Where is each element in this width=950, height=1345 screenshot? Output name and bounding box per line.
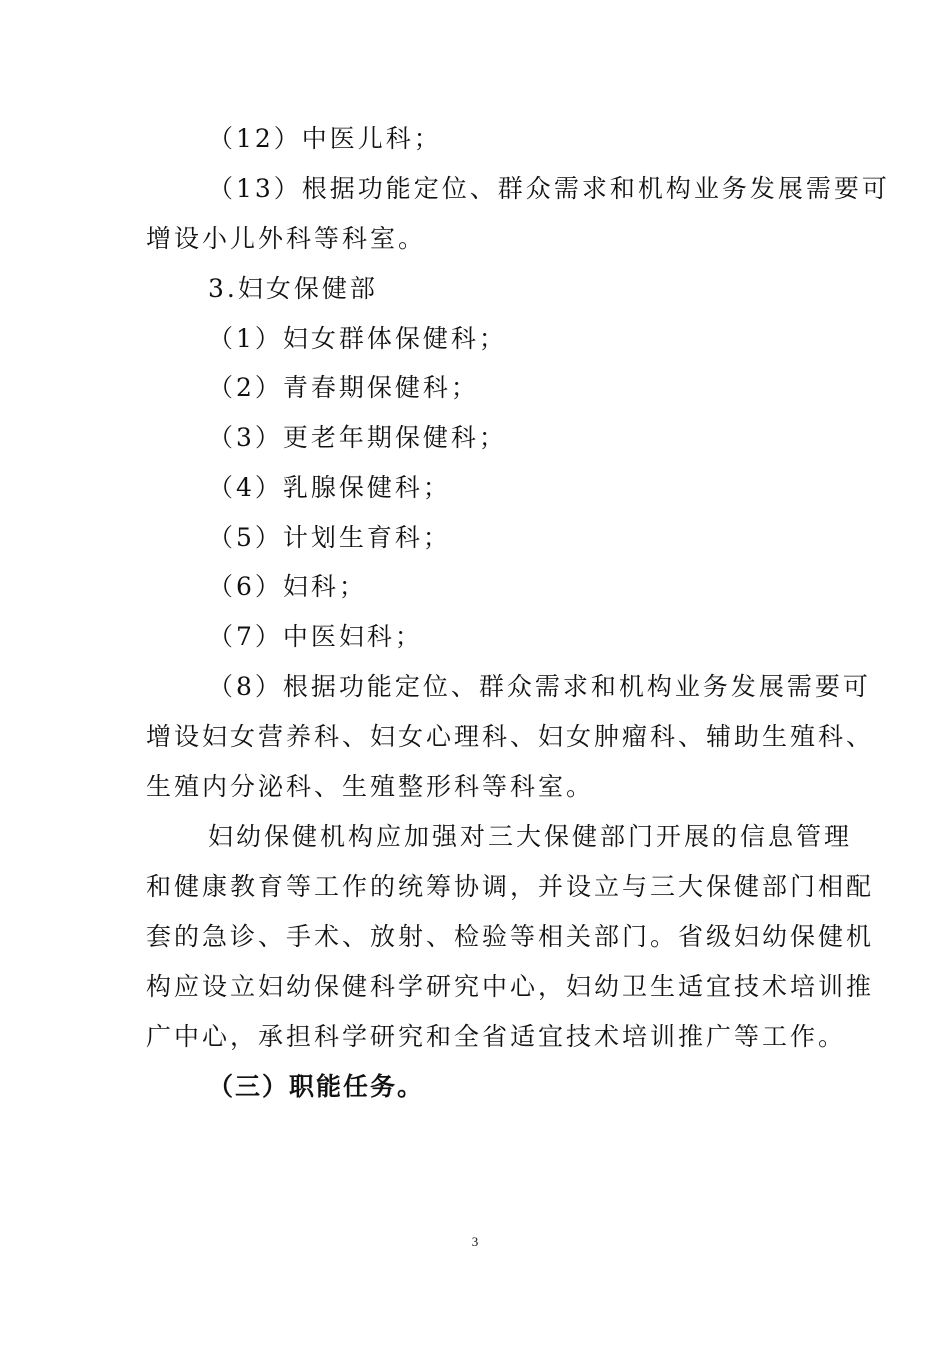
list-item-7: （7）中医妇科； (208, 622, 423, 651)
list-item-13-continuation: 增设小儿外科等科室。 (146, 224, 427, 253)
list-item-5: （5）计划生育科； (208, 523, 451, 552)
list-item-4: （4）乳腺保健科； (208, 473, 451, 502)
paragraph-line: 套的急诊、手术、放射、检验等相关部门。省级妇幼保健机 (146, 922, 875, 951)
paragraph-line: 和健康教育等工作的统筹协调，并设立与三大保健部门相配 (146, 872, 875, 901)
paragraph-line: 广中心，承担科学研究和全省适宜技术培训推广等工作。 (146, 1022, 847, 1051)
list-item-8: （8）根据功能定位、群众需求和机构业务发展需要可 (208, 672, 871, 701)
paragraph-line: 构应设立妇幼保健科学研究中心，妇幼卫生适宜技术培训推 (146, 972, 875, 1001)
section-heading: （三）职能任务。 (208, 1072, 425, 1101)
list-item-8-continuation: 增设妇女营养科、妇女心理科、妇女肿瘤科、辅助生殖科、 (146, 722, 875, 751)
list-item-12: （12）中医儿科； (208, 124, 442, 153)
page-number: 3 (471, 1234, 479, 1249)
list-item-2: （2）青春期保健科； (208, 373, 479, 402)
list-item-6: （6）妇科； (208, 572, 367, 601)
list-item-3: （3）更老年期保健科； (208, 423, 507, 452)
list-item-13: （13）根据功能定位、群众需求和机构业务发展需要可 (208, 174, 890, 203)
list-item-1: （1）妇女群体保健科； (208, 324, 507, 353)
subsection-title-womens-health: 3.妇女保健部 (208, 274, 378, 303)
paragraph-line: 妇幼保健机构应加强对三大保健部门开展的信息管理 (208, 822, 853, 851)
list-item-8-continuation: 生殖内分泌科、生殖整形科等科室。 (146, 772, 595, 801)
